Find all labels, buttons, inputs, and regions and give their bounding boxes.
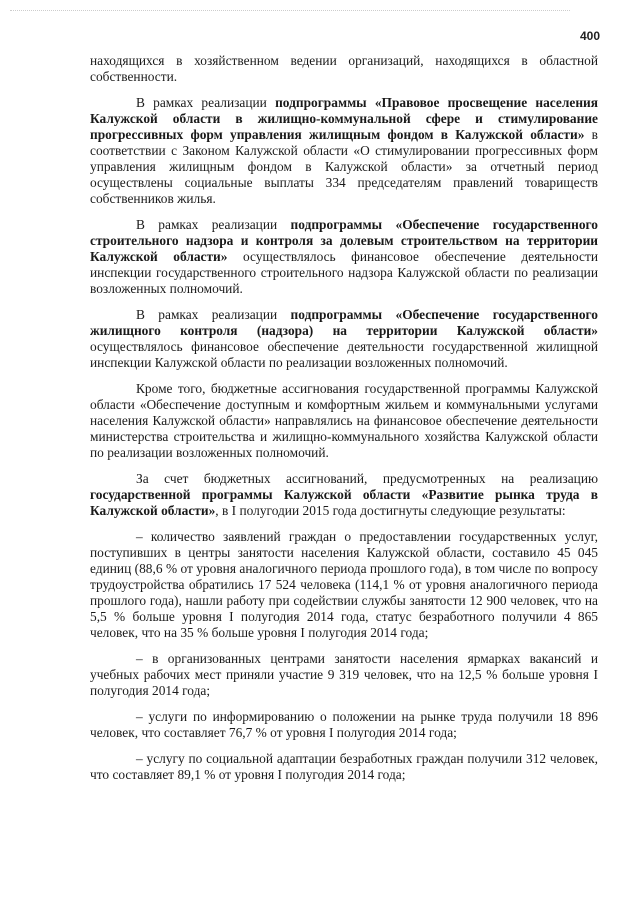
paragraph-2-tail: в соответствии с Законом Калужской области «О стимулировании прогрессивных форм управления жилищным фондом в Калужской области» за отчетный период осуществлены социальные выплаты 334 председателям правлений товариществ собственников жилья. bbox=[90, 127, 598, 206]
paragraph-3-program-title: подпрограммы «Обеспечение государственного строительного надзора и контроля за долевым строительством на территории Калужской области» bbox=[90, 217, 598, 264]
result-item-3-text: – услуги по информированию о положении на рынке труда получили 18 896 человек, что составляет 76,7 % от уровня I полугодия 2014 года; bbox=[90, 709, 598, 740]
scan-header-artifact bbox=[10, 10, 570, 15]
paragraph-6-tail: , в I полугодии 2015 года достигнуты следующие результаты: bbox=[215, 503, 566, 518]
result-item-2 bbox=[90, 651, 598, 699]
paragraph-6-program-title: государственной программы Калужской области «Развитие рынка труда в Калужской области» bbox=[90, 487, 598, 518]
result-item-1-text: – количество заявлений граждан о предоставлении государственных услуг, поступивших в центры занятости населения Калужской области, составило 45 045 единиц (88,6 % от уровня аналогичного периода прошлого года), в том числе по вопросу трудоустройства обратились 17 524 человека (114,1 % от уровня аналогичного периода прошлого года), нашли работу при содействии службы занятости 12 900 человек, что на 5,5 % больше уровня I полугодия 2014 года, статус безработного получили 4 865 человек, что на 35 % больше уровня I полугодия 2014 года; bbox=[90, 529, 598, 640]
paragraph-4-tail: осуществлялось финансовое обеспечение деятельности государственной жилищной инспекции Калужской области по реализации возложенных полномочий. bbox=[90, 339, 598, 370]
paragraph-2-lead: В рамках реализации bbox=[136, 95, 276, 110]
paragraph-5 bbox=[90, 381, 598, 461]
paragraph-3 bbox=[90, 217, 598, 297]
paragraph-6 bbox=[90, 471, 598, 519]
paragraph-4-program-title: подпрограммы «Обеспечение государственного жилищного контроля (надзора) на территории Калужской области» bbox=[90, 307, 598, 338]
result-item-4-text: – услугу по социальной адаптации безработных граждан получили 312 человек, что составляет 89,1 % от уровня I полугодия 2014 года; bbox=[90, 751, 598, 782]
result-item-1 bbox=[90, 529, 598, 641]
result-item-3 bbox=[90, 709, 598, 741]
paragraph-5-text: Кроме того, бюджетные ассигнования государственной программы Калужской области «Обеспечение доступным и комфортным жильем и коммунальными услугами населения Калужской области» направлялись на финансовое обеспечение деятельности министерства строительства и жилищно-коммунального хозяйства Калужской области по реализации возложенных полномочий. bbox=[90, 381, 598, 460]
paragraph-4 bbox=[90, 307, 598, 371]
paragraph-2-program-title: подпрограммы «Правовое просвещение населения Калужской области в жилищно-коммунальной сфере и стимулирование прогрессивных форм управления жилищным фондом в Калужской области» bbox=[90, 95, 598, 142]
result-item-2-text: – в организованных центрами занятости населения ярмарках вакансий и учебных рабочих мест приняли участие 9 319 человек, что на 12,5 % больше уровня I полугодия 2014 года; bbox=[90, 651, 598, 698]
document-body bbox=[90, 53, 598, 793]
paragraph-1-text: находящихся в хозяйственном ведении организаций, находящихся в областной собственности. bbox=[90, 53, 598, 84]
result-item-4 bbox=[90, 751, 598, 783]
paragraph-6-lead: За счет бюджетных ассигнований, предусмотренных на реализацию bbox=[136, 471, 598, 486]
paragraph-3-lead: В рамках реализации bbox=[136, 217, 291, 232]
paragraph-4-lead: В рамках реализации bbox=[136, 307, 291, 322]
page-number: 400 bbox=[579, 29, 600, 43]
paragraph-2 bbox=[90, 95, 598, 207]
paragraph-1 bbox=[90, 53, 598, 85]
paragraph-3-tail: осуществлялось финансовое обеспечение деятельности инспекции государственного строительного надзора Калужской области по реализации возложенных полномочий. bbox=[90, 249, 598, 296]
